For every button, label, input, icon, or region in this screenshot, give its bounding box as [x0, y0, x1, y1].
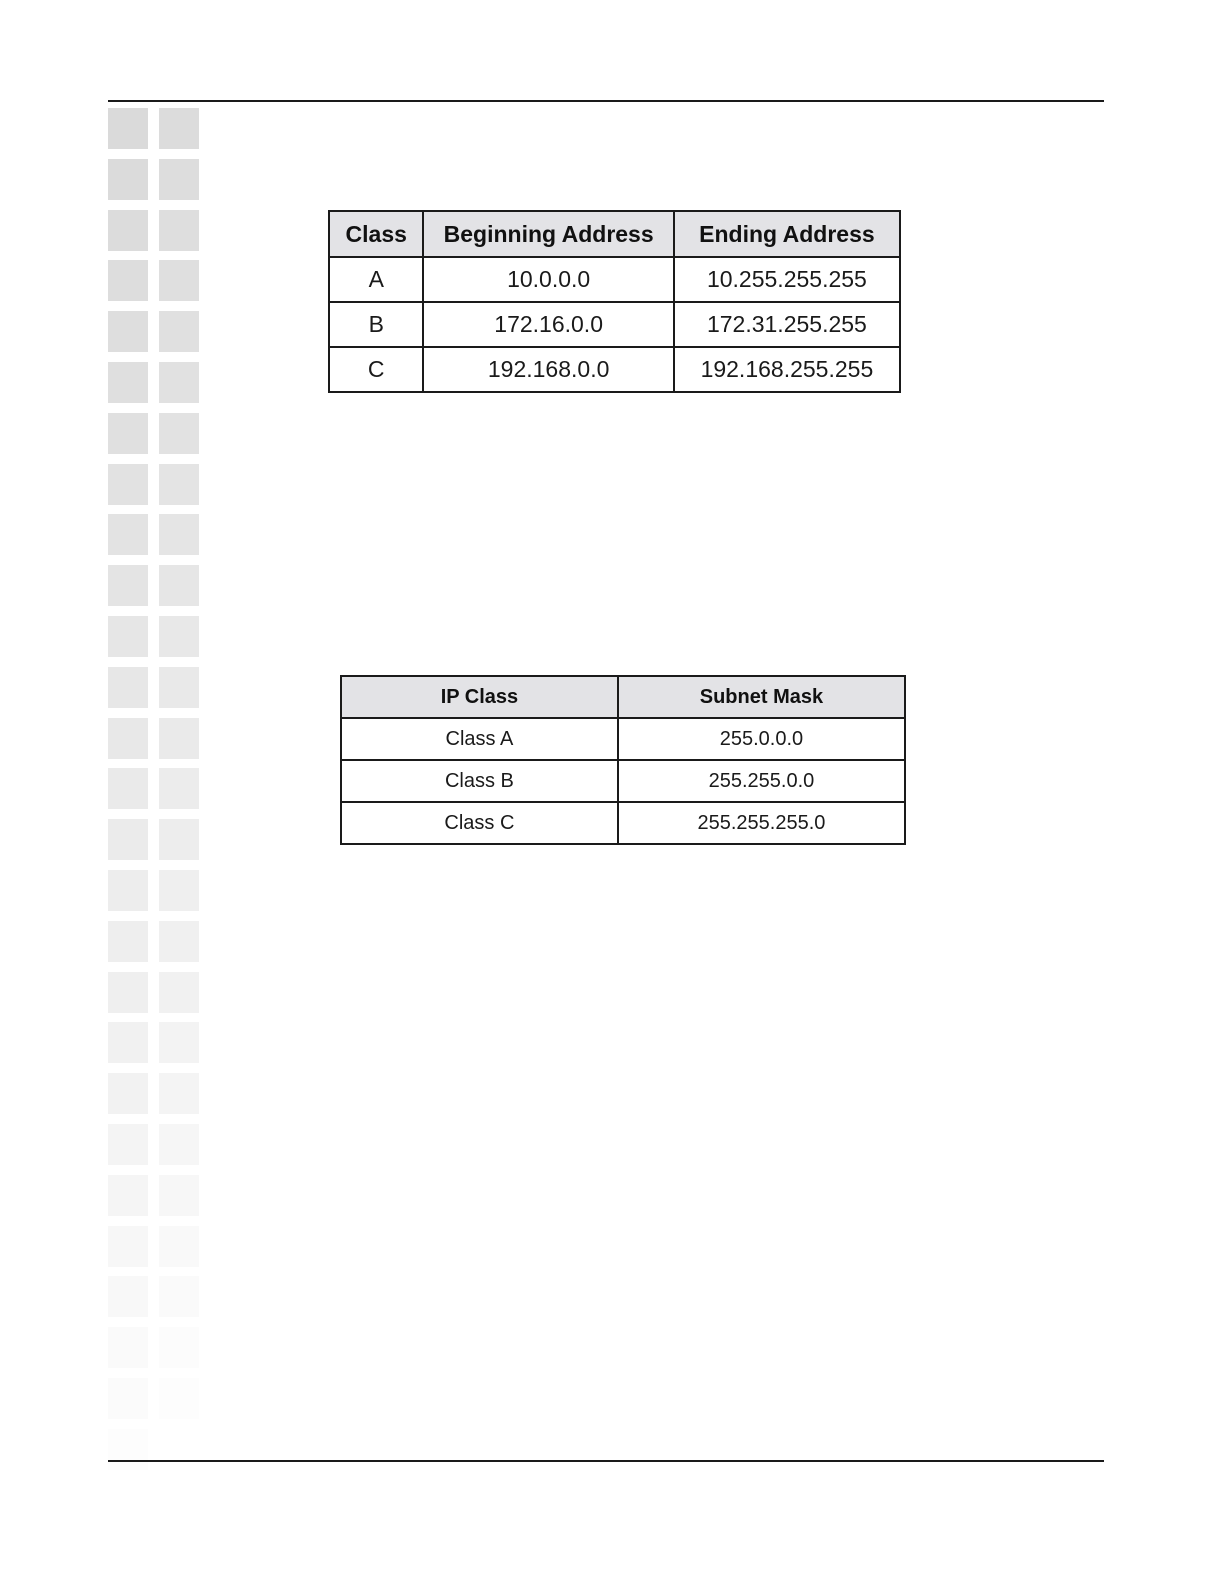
decorative-square — [159, 1429, 199, 1470]
column-header-beginning-address: Beginning Address — [423, 211, 673, 257]
decorative-square — [159, 362, 199, 403]
private-address-ranges-table — [328, 210, 901, 393]
decorative-square — [108, 870, 148, 911]
subnet-mask-cell: 255.255.255.0 — [618, 802, 905, 844]
class-cell: A — [329, 257, 423, 302]
decorative-square — [159, 768, 199, 809]
beginning-address-cell: 10.0.0.0 — [423, 257, 673, 302]
decorative-square — [108, 1022, 148, 1063]
decorative-square — [159, 1378, 199, 1419]
decorative-square — [108, 768, 148, 809]
ip-class-cell: Class B — [341, 760, 618, 802]
decorative-square — [108, 1124, 148, 1165]
decorative-square — [108, 718, 148, 759]
decorative-square — [159, 1226, 199, 1267]
decorative-square — [108, 1073, 148, 1114]
table-row — [341, 760, 905, 802]
decorative-square — [108, 667, 148, 708]
table-row — [329, 347, 900, 392]
column-header-ip-class: IP Class — [341, 676, 618, 718]
decorative-square-grid — [108, 108, 200, 1458]
decorative-square — [108, 1327, 148, 1368]
decorative-square — [108, 108, 148, 149]
decorative-square — [159, 1276, 199, 1317]
decorative-square — [159, 972, 199, 1013]
decorative-square — [159, 667, 199, 708]
decorative-square — [159, 870, 199, 911]
decorative-square — [108, 362, 148, 403]
decorative-square — [159, 1124, 199, 1165]
table-row — [341, 802, 905, 844]
subnet-mask-cell: 255.255.0.0 — [618, 760, 905, 802]
decorative-square — [108, 921, 148, 962]
decorative-square — [159, 1073, 199, 1114]
decorative-square — [108, 413, 148, 454]
decorative-square — [159, 260, 199, 301]
decorative-square — [159, 1022, 199, 1063]
decorative-square — [159, 1327, 199, 1368]
decorative-square — [108, 260, 148, 301]
decorative-square — [108, 1226, 148, 1267]
class-cell: B — [329, 302, 423, 347]
decorative-square — [108, 972, 148, 1013]
decorative-square — [159, 210, 199, 251]
column-header-class: Class — [329, 211, 423, 257]
decorative-square — [108, 1175, 148, 1216]
column-header-ending-address: Ending Address — [674, 211, 900, 257]
ending-address-cell: 172.31.255.255 — [674, 302, 900, 347]
ending-address-cell: 10.255.255.255 — [674, 257, 900, 302]
decorative-square — [108, 514, 148, 555]
beginning-address-cell: 192.168.0.0 — [423, 347, 673, 392]
decorative-square — [159, 565, 199, 606]
decorative-square — [108, 1276, 148, 1317]
decorative-square — [108, 819, 148, 860]
decorative-square — [159, 819, 199, 860]
table-row — [341, 718, 905, 760]
header-rule — [108, 100, 1104, 102]
decorative-square — [159, 1175, 199, 1216]
table-row — [329, 302, 900, 347]
decorative-square — [108, 1378, 148, 1419]
subnet-mask-table — [340, 675, 906, 845]
decorative-square — [108, 311, 148, 352]
decorative-square — [159, 718, 199, 759]
ip-class-cell: Class A — [341, 718, 618, 760]
decorative-square — [108, 616, 148, 657]
decorative-square — [108, 1429, 148, 1470]
beginning-address-cell: 172.16.0.0 — [423, 302, 673, 347]
column-header-subnet-mask: Subnet Mask — [618, 676, 905, 718]
decorative-square — [159, 413, 199, 454]
decorative-square — [159, 514, 199, 555]
ending-address-cell: 192.168.255.255 — [674, 347, 900, 392]
decorative-square — [108, 210, 148, 251]
footer-rule — [108, 1460, 1104, 1462]
decorative-square — [159, 159, 199, 200]
decorative-square — [108, 159, 148, 200]
class-cell: C — [329, 347, 423, 392]
subnet-mask-cell: 255.0.0.0 — [618, 718, 905, 760]
decorative-square — [159, 311, 199, 352]
decorative-square — [159, 108, 199, 149]
table-header-row — [329, 211, 900, 257]
decorative-square — [159, 616, 199, 657]
ip-class-cell: Class C — [341, 802, 618, 844]
decorative-square — [108, 464, 148, 505]
decorative-square — [108, 565, 148, 606]
table-row — [329, 257, 900, 302]
decorative-square — [159, 921, 199, 962]
decorative-square — [159, 464, 199, 505]
table-header-row — [341, 676, 905, 718]
